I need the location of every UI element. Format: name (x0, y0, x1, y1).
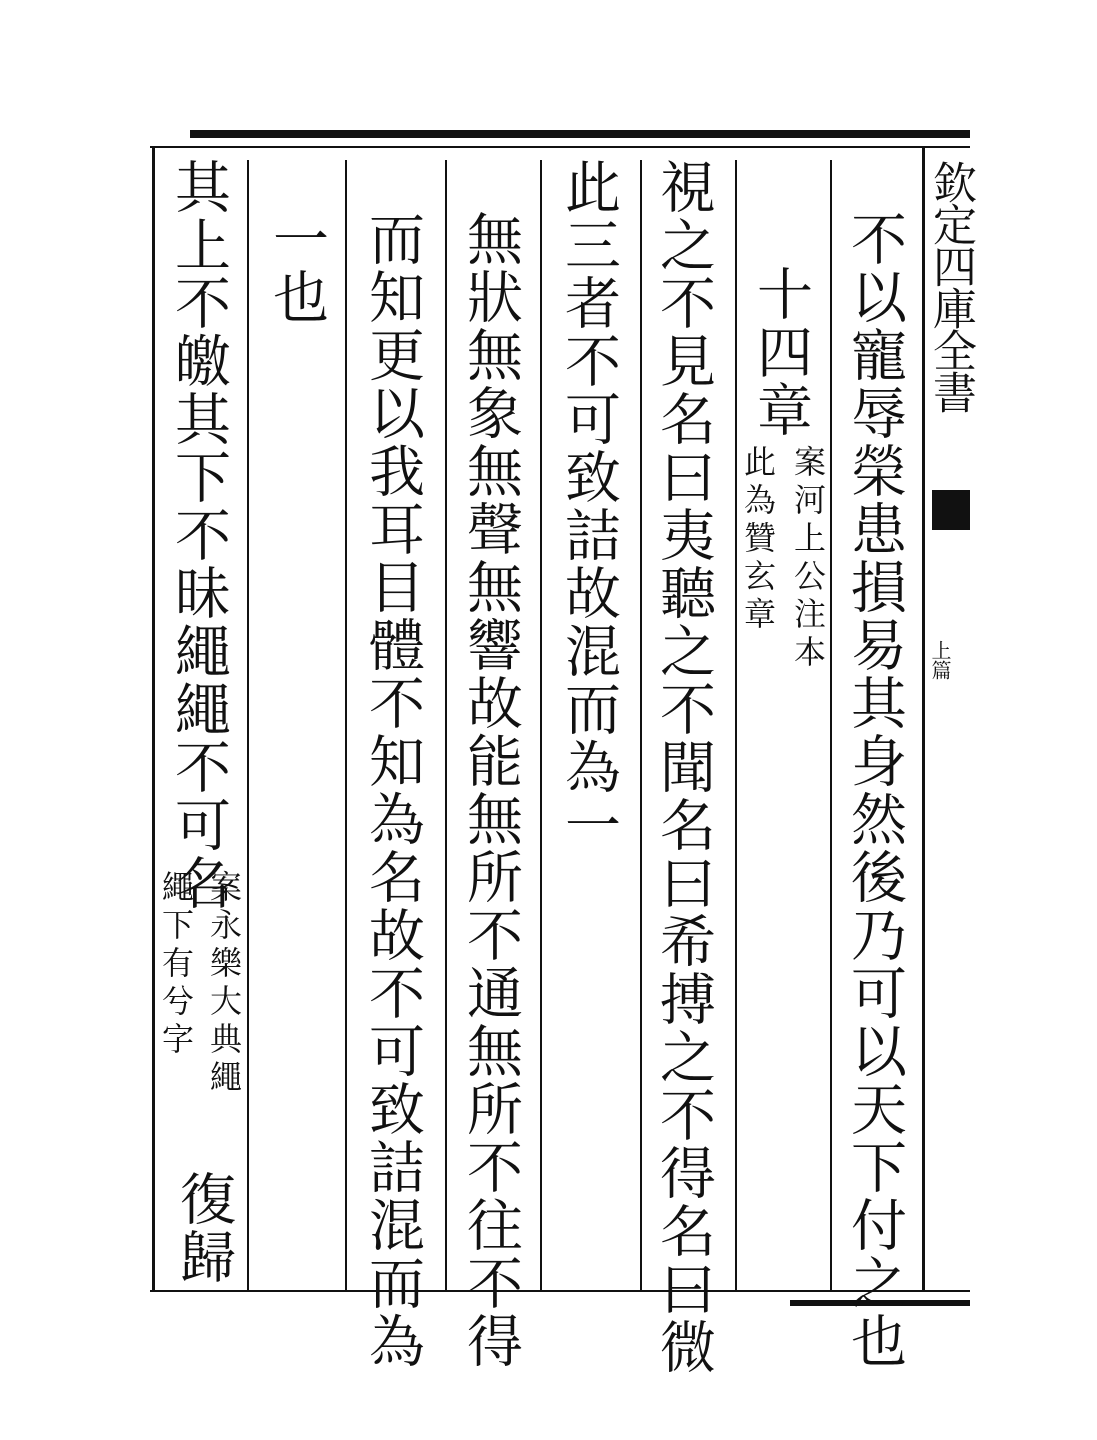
column-note-1: 案永樂大典繩 (205, 870, 243, 1098)
column-separator (247, 160, 249, 1290)
column-separator (540, 160, 542, 1290)
column-separator (345, 160, 347, 1290)
column-separator (830, 160, 832, 1290)
text-column-5: 而知更以我耳目體不知為名故不可致詰混而為 (360, 210, 425, 1370)
column-separator (735, 160, 737, 1290)
column-separator (640, 160, 642, 1290)
chapter-note-2: 此為贊玄章 (739, 445, 777, 635)
margin-title: 欽定四庫全書 (925, 160, 976, 412)
margin-section: 上篇 (928, 640, 952, 680)
text-column-6: 一也 (264, 210, 329, 326)
top-border (190, 130, 970, 138)
text-column-2: 視之不見名曰夷聽之不聞名曰希搏之不得名曰微 (651, 158, 716, 1376)
margin-black-mark (932, 490, 970, 530)
text-column-8: 復歸 (171, 1170, 236, 1286)
top-border-thin (150, 146, 970, 148)
text-column-7: 其上不皦其下不昧繩繩不可名 (166, 158, 231, 912)
chapter-note-1: 案河上公注本 (789, 445, 827, 673)
text-column-3: 此三者不可致詰故混而為一 (556, 158, 621, 854)
text-column-4: 無狀無象無聲無響故能無所不通無所不往不得 (458, 210, 523, 1370)
text-column-1: 不以寵辱榮患損易其身然後乃可以天下付之也 (842, 210, 907, 1370)
column-separator (445, 160, 447, 1290)
left-border (152, 146, 155, 1292)
column-note-2: 繩下有兮字 (157, 870, 195, 1060)
chapter-heading: 十四章 (748, 265, 813, 439)
